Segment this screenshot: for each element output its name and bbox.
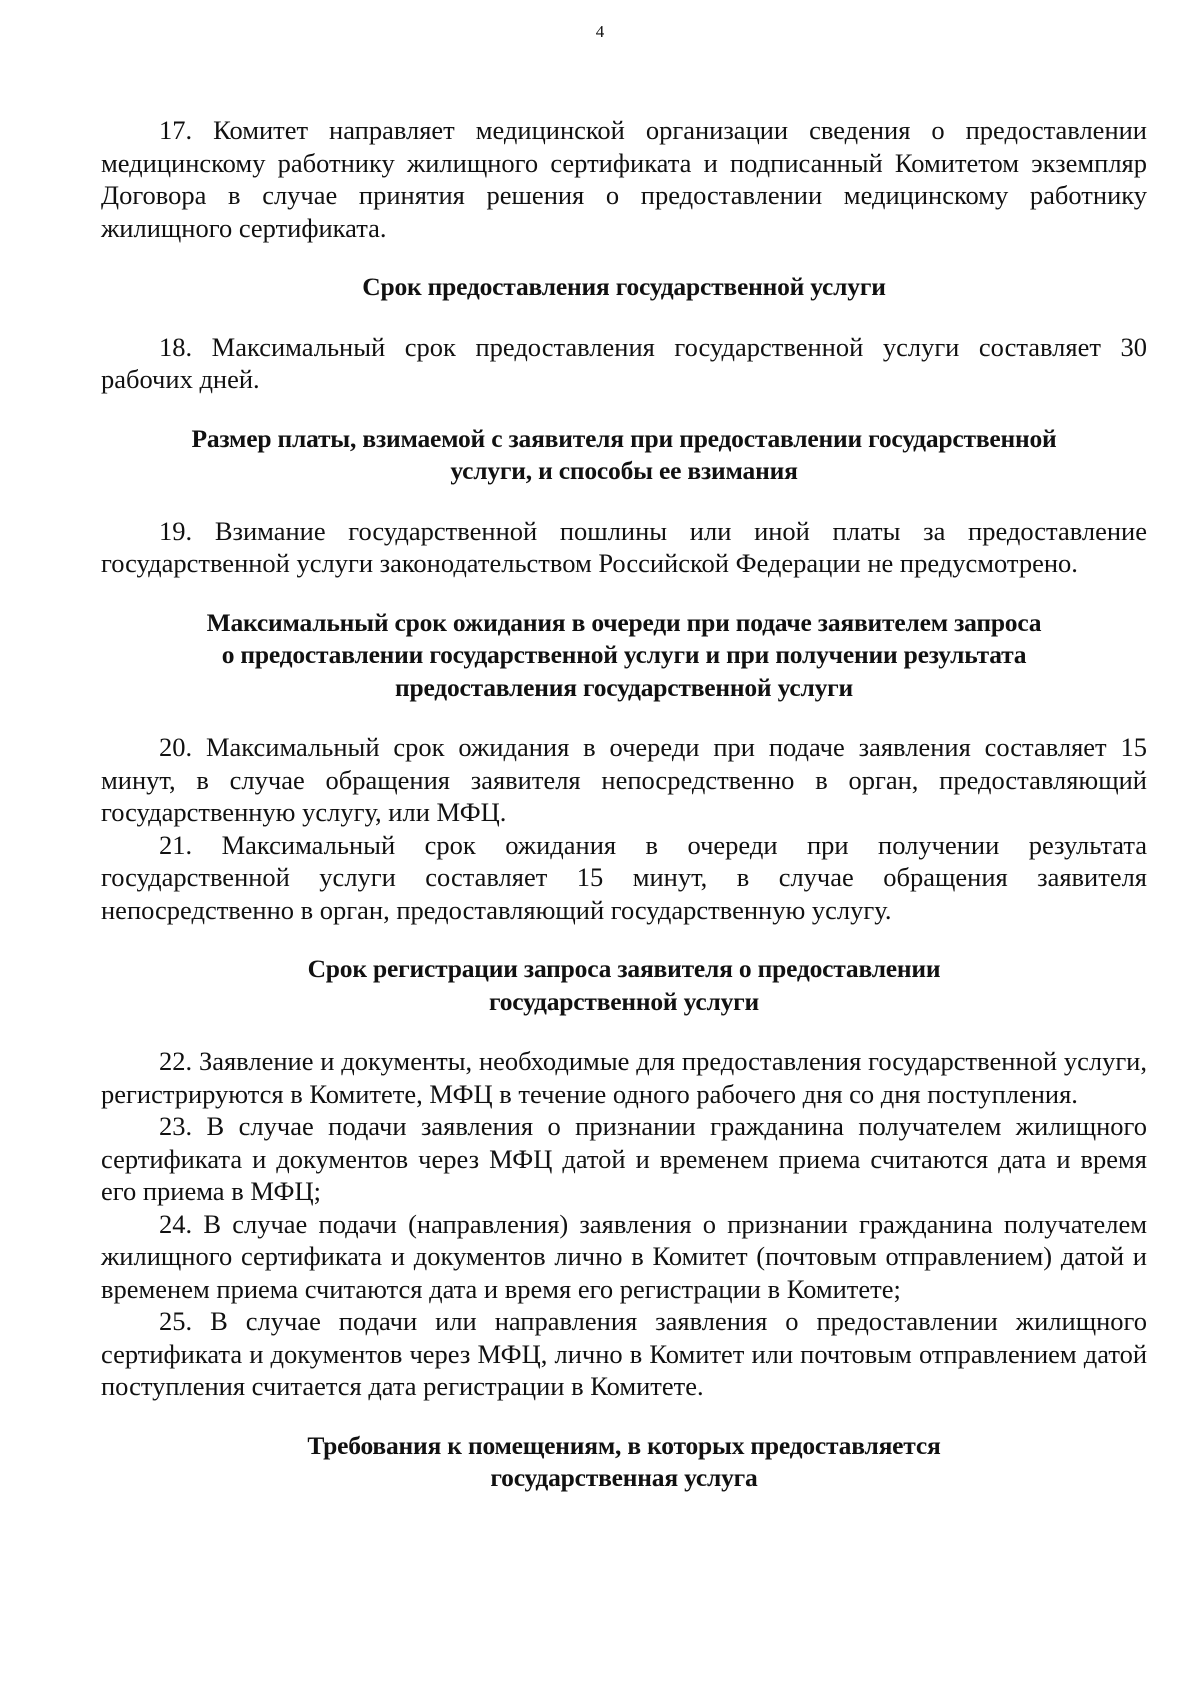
heading-line: услуги, и способы ее взимания (450, 456, 798, 485)
heading-queue-wait (101, 607, 1147, 705)
paragraph-25: 25. В случае подачи или направления заявления о предоставлении жилищного сертификата и документов через МФЦ, лично в Комитет или почтовым отправлением датой поступления считается дата регистрации в Комитете. (101, 1306, 1147, 1401)
heading-line: Размер платы, взимаемой с заявителя при предоставлении государственной (191, 423, 1057, 453)
paragraph-17: 17. Комитет направляет медицинской организации сведения о предоставлении медицинскому работнику жилищного сертификата и подписанный Комитетом экземпляр Договора в случае принятия решения о предоставлении медицинскому работнику жилищного сертификата. (101, 115, 1147, 243)
paragraph-22: 22. Заявление и документы, необходимые для предоставления государственной услуги, регистрируются в Комитете, МФЦ в течение одного рабочего дня со дня поступления. (101, 1046, 1147, 1109)
heading-line: Требования к помещениям, в которых предоставляется (307, 1430, 941, 1460)
heading-line: Срок регистрации запроса заявителя о предоставлении (307, 954, 941, 983)
document-body (101, 114, 1147, 1495)
heading-line: государственной услуги (489, 986, 759, 1016)
paragraph-23: 23. В случае подачи заявления о признании гражданина получателем жилищного сертификата и документов через МФЦ датой и временем приема считаются дата и время его приема в МФЦ; (101, 1111, 1147, 1206)
heading-registration-term (101, 953, 1147, 1018)
heading-fee (101, 423, 1147, 488)
paragraph-21: 21. Максимальный срок ожидания в очереди при получении результата государственной услуги составляет 15 минут, в случае обращения заявителя непосредственно в орган, предоставляющий государственную услугу. (101, 829, 1147, 925)
heading-service-term (101, 271, 1147, 304)
paragraph-18: 18. Максимальный срок предоставления государственной услуги составляет 30 рабочих дней. (101, 331, 1147, 394)
heading-line: Срок предоставления государственной услуги (362, 272, 886, 301)
heading-line: о предоставлении государственной услуги и при получении результата (221, 640, 1027, 669)
paragraph-20: 20. Максимальный срок ожидания в очереди при подаче заявления составляет 15 минут, в случае обращения заявителя непосредственно в орган, предоставляющий государственную услугу, или МФЦ. (101, 732, 1147, 827)
paragraph-24: 24. В случае подачи (направления) заявления о признании гражданина получателем жилищного сертификата и документов лично в Комитет (почтовым отправлением) датой и временем приема считаются дата и время его регистрации в Комитете; (101, 1208, 1147, 1304)
page-number: 4 (595, 22, 605, 41)
heading-line: предоставления государственной услуги (394, 672, 854, 702)
paragraph-19: 19. Взимание государственной пошлины или иной платы за предоставление государственной услуги законодательством Российской Федерации не предусмотрено. (101, 515, 1147, 578)
heading-line: государственная услуга (490, 1463, 758, 1492)
heading-premises-requirements (101, 1430, 1147, 1495)
heading-line: Максимальный срок ожидания в очереди при подаче заявителем запроса (206, 607, 1042, 637)
